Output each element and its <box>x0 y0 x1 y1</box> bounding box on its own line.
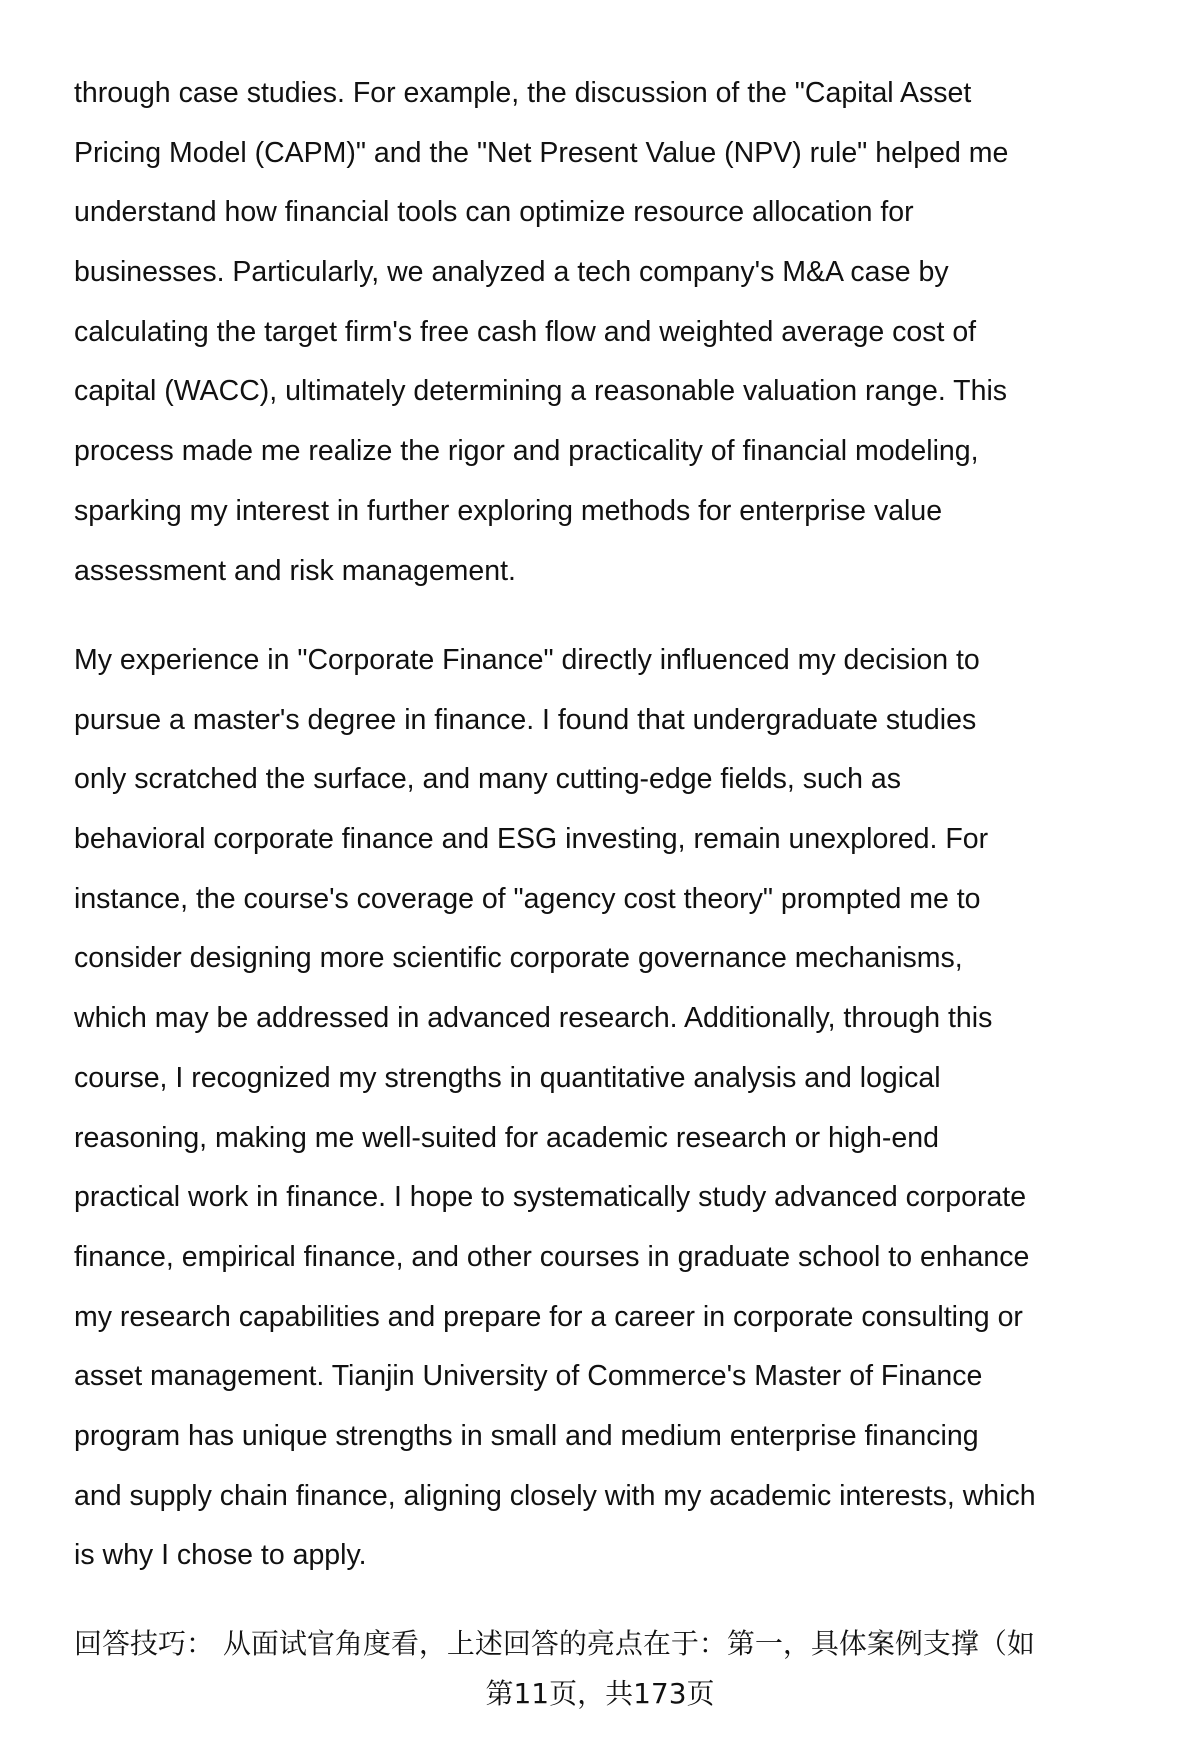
text-line: course, I recognized my strengths in quantitative analysis and logical <box>74 1061 941 1094</box>
text-line: asset management. Tianjin University of Commerce's Master of Finance <box>74 1360 983 1393</box>
text-line: program has unique strengths in small and medium enterprise financing <box>74 1419 979 1452</box>
text-line: Pricing Model (CAPM)" and the "Net Present Value (NPV) rule" helped me <box>74 136 1009 169</box>
text-line: process made me realize the rigor and practicality of financial modeling, <box>74 435 979 468</box>
text-line: only scratched the surface, and many cutting-edge fields, such as <box>74 763 901 796</box>
text-line: and supply chain finance, aligning closely with my academic interests, which <box>74 1479 1036 1512</box>
text-line: consider designing more scientific corporate governance mechanisms, <box>74 942 963 975</box>
text-line: sparking my interest in further exploring methods for enterprise value <box>74 494 943 527</box>
paragraph-2 <box>74 631 1174 1586</box>
text-line: which may be addressed in advanced research. Additionally, through this <box>74 1002 993 1035</box>
text-line: capital (WACC), ultimately determining a reasonable valuation range. This <box>74 375 1008 408</box>
text-line: businesses. Particularly, we analyzed a tech company's M&A case by <box>74 256 949 289</box>
text-line: understand how financial tools can optimize resource allocation for <box>74 196 914 229</box>
text-line: My experience in "Corporate Finance" directly influenced my decision to <box>74 644 980 676</box>
paragraph-1 <box>74 64 1174 601</box>
answer-tip: 回答技巧： 从面试官角度看，上述回答的亮点在于：第一，具体案例支撑（如 <box>74 1627 1035 1660</box>
text-line: is why I chose to apply. <box>74 1539 367 1572</box>
text-line: finance, empirical finance, and other courses in graduate school to enhance <box>74 1240 1030 1273</box>
text-line: reasoning, making me well-suited for academic research or high-end <box>74 1121 939 1154</box>
text-line: instance, the course's coverage of "agency cost theory" prompted me to <box>74 882 981 915</box>
text-line: calculating the target firm's free cash flow and weighted average cost of <box>74 315 977 348</box>
text-line: through case studies. For example, the discussion of the "Capital Asset <box>74 77 972 109</box>
page-footer: 第11页，共173页 <box>485 1677 715 1710</box>
text-line: assessment and risk management. <box>74 554 516 587</box>
text-line: behavioral corporate finance and ESG investing, remain unexplored. For <box>74 823 989 856</box>
text-line: practical work in finance. I hope to systematically study advanced corporate <box>74 1181 1027 1214</box>
text-line: my research capabilities and prepare for a career in corporate consulting or <box>74 1300 1023 1333</box>
text-line: pursue a master's degree in finance. I found that undergraduate studies <box>74 703 977 736</box>
